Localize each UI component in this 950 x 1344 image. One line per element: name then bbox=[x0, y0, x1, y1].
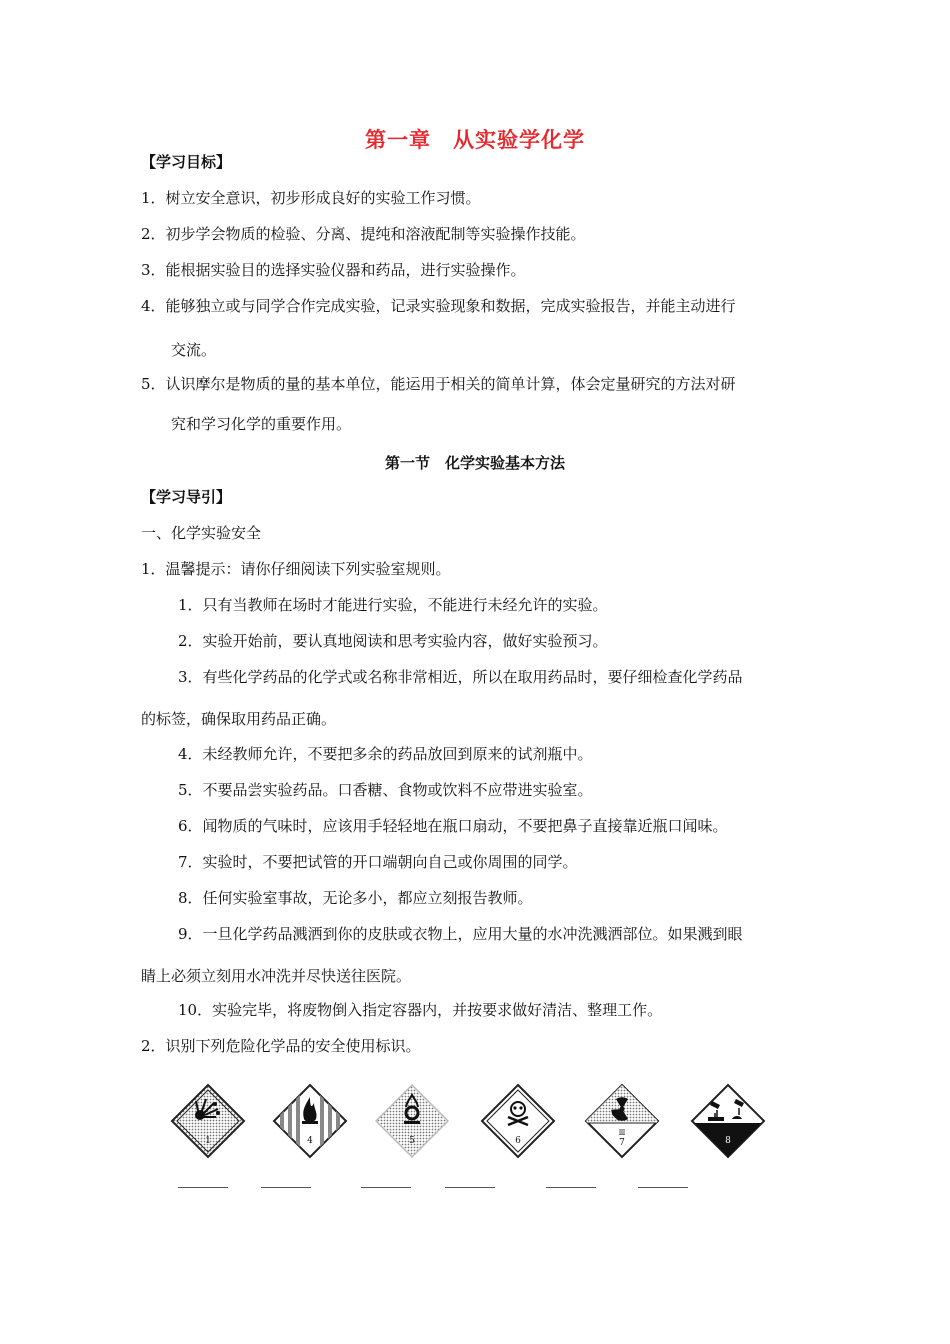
rule-6: 6．闻物质的气味时，应该用手轻轻地在瓶口扇动，不要把鼻子直接靠近瓶口闻味。 bbox=[178, 817, 728, 835]
objective-5-cont: 究和学习化学的重要作用。 bbox=[171, 415, 352, 433]
corrosive-icon bbox=[690, 1083, 766, 1159]
answer-blank-5[interactable] bbox=[546, 1187, 596, 1188]
rule-5: 5．不要品尝实验药品。口香糖、食物或饮料不应带进实验室。 bbox=[178, 781, 593, 799]
rule-3: 3．有些化学药品的化学式或名称非常相近，所以在取用药品时，要仔细检查化学药品 bbox=[178, 668, 743, 686]
answer-blank-6[interactable] bbox=[638, 1187, 688, 1188]
answer-blank-3[interactable] bbox=[361, 1187, 411, 1188]
signs-intro: 2．识别下列危险化学品的安全使用标识。 bbox=[141, 1037, 421, 1055]
explosive-icon bbox=[170, 1083, 246, 1159]
objective-4: 4．能够独立或与同学合作完成实验，记录实验现象和数据，完成实验报告，并能主动进行 bbox=[141, 297, 736, 315]
objective-4-cont: 交流。 bbox=[171, 341, 217, 359]
rule-10: 10．实验完毕，将废物倒入指定容器内，并按要求做好清洁、整理工作。 bbox=[178, 1001, 663, 1019]
rule-7: 7．实验时，不要把试管的开口端朝向自己或你周围的同学。 bbox=[178, 853, 578, 871]
answer-blank-1[interactable] bbox=[178, 1187, 228, 1188]
sign-number-6: 6 bbox=[515, 1136, 521, 1146]
sign-number-1: 1 bbox=[205, 1136, 211, 1146]
rules-intro: 1．温馨提示：请你仔细阅读下列实验室规则。 bbox=[141, 560, 451, 578]
rule-2: 2．实验开始前，要认真地阅读和思考实验内容，做好实验预习。 bbox=[178, 632, 608, 650]
objective-1: 1．树立安全意识，初步形成良好的实验工作习惯。 bbox=[141, 189, 481, 207]
objective-2: 2．初步学会物质的检验、分离、提纯和溶液配制等实验操作技能。 bbox=[141, 225, 586, 243]
guide-heading: 【学习导引】 bbox=[141, 488, 232, 506]
objective-3: 3．能根据实验目的选择实验仪器和药品，进行实验操作。 bbox=[141, 261, 526, 279]
rule-9: 9．一旦化学药品溅洒到你的皮肤或衣物上，应用大量的水冲洗溅洒部位。如果溅到眼 bbox=[178, 925, 743, 943]
rule-4: 4．未经教师允许，不要把多余的药品放回到原来的试剂瓶中。 bbox=[178, 745, 593, 763]
toxic-icon bbox=[480, 1083, 556, 1159]
sign-number-4: 4 bbox=[307, 1136, 313, 1146]
objective-5: 5．认识摩尔是物质的量的基本单位，能运用于相关的简单计算，体会定量研究的方法对研 bbox=[141, 375, 736, 393]
sign-number-5: 5 bbox=[409, 1136, 415, 1146]
objectives-heading: 【学习目标】 bbox=[141, 153, 232, 171]
chapter-title: 第一章 从实验学化学 bbox=[365, 128, 585, 152]
sign-number-8: 8 bbox=[725, 1136, 731, 1146]
rule-8: 8．任何实验室事故，无论多小，都应立刻报告教师。 bbox=[178, 889, 533, 907]
rule-3-cont: 的标签，确保取用药品正确。 bbox=[141, 710, 337, 728]
flammable-solid-icon bbox=[272, 1083, 348, 1159]
oxidizer-icon bbox=[374, 1083, 450, 1159]
rule-1: 1．只有当教师在场时才能进行实验，不能进行未经允许的实验。 bbox=[178, 596, 608, 614]
rule-9-cont: 睛上必须立刻用水冲洗并尽快送往医院。 bbox=[141, 967, 412, 985]
section-title: 第一节 化学实验基本方法 bbox=[384, 454, 565, 472]
sign-sub-7: Ⅲ bbox=[618, 1129, 626, 1137]
answer-blank-4[interactable] bbox=[445, 1187, 495, 1188]
radioactive-icon bbox=[584, 1083, 660, 1159]
part-heading: 一、化学实验安全 bbox=[141, 524, 262, 542]
sign-number-7: 7 bbox=[619, 1138, 625, 1148]
answer-blank-2[interactable] bbox=[261, 1187, 311, 1188]
